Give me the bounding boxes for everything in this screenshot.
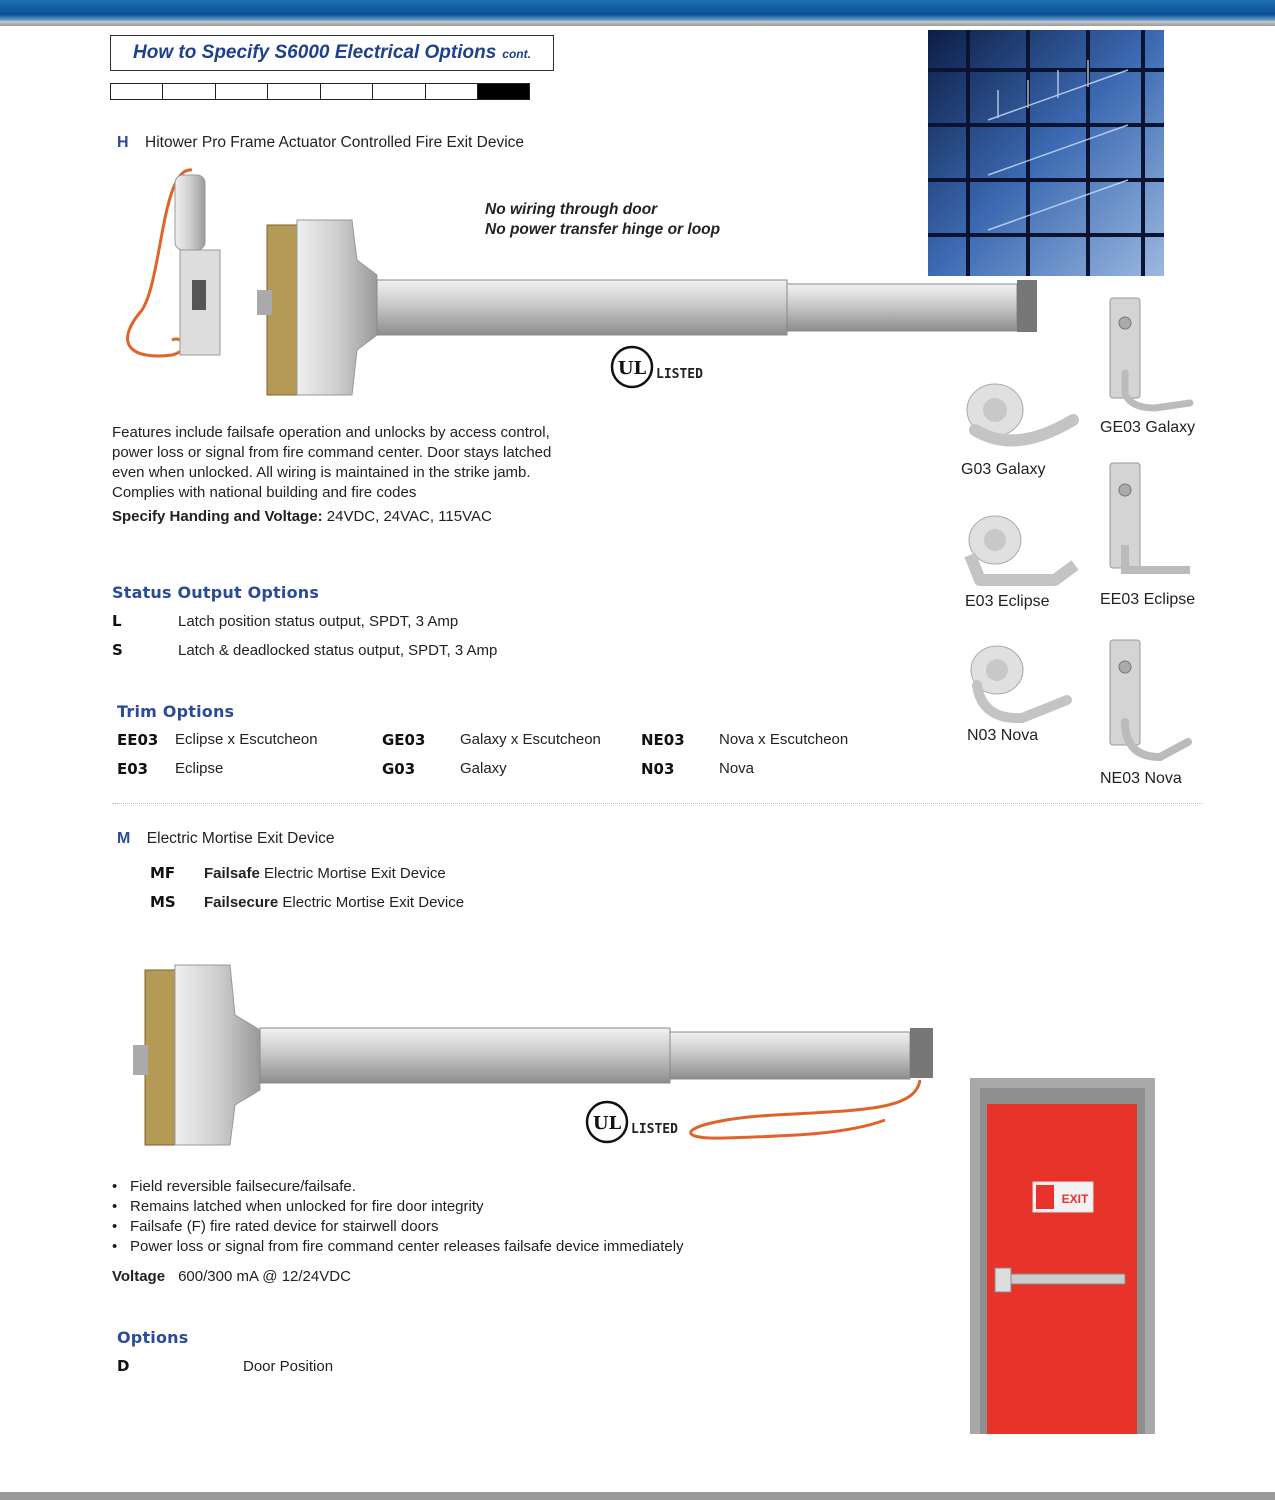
option-desc: Door Position [243,1358,334,1375]
section-tab [215,83,268,100]
trim-options-heading: Trim Options [117,702,235,721]
ee03-eclipse-trim-image [1100,460,1200,585]
voltage-label: Voltage [112,1268,166,1285]
item-code: MS [150,893,176,911]
trim-row [117,760,917,780]
voltage-value: 600/300 mA @ 12/24VDC [178,1268,351,1285]
trim-code: GE03 [382,731,426,749]
exit-sign-text: EXIT [1061,1192,1089,1206]
n03-nova-trim-image [962,640,1082,730]
status-output-heading: Status Output Options [112,583,320,602]
page-title [110,35,554,71]
status-option-row [112,612,458,630]
trim-code: N03 [641,760,675,778]
section-tab [320,83,373,100]
status-option-row [112,641,497,659]
bottom-banner [0,1492,1275,1500]
section-tab [267,83,321,100]
ul-mark-text: UL [617,358,647,379]
bullet-text: Field reversible failsecure/failsafe. [130,1178,356,1195]
red-exit-door-photo [965,1076,1160,1436]
section-tab [110,83,163,100]
features-line: even when unlocked. All wiring is maintained in the strike jamb. [112,464,531,481]
voltage-line [112,1268,351,1285]
option-code: D [117,1357,130,1375]
trim-desc: Eclipse x Escutcheon [175,731,318,748]
section-h-heading [117,134,524,152]
ul-listed-logo [585,1100,678,1144]
features-paragraph [112,423,632,503]
section-h-title: Hitower Pro Frame Actuator Controlled Fire Exit Device [145,134,525,151]
bullet-item: • Failsafe (F) fire rated device for stairwell doors [112,1218,439,1235]
ge03-caption: GE03 Galaxy [1100,419,1196,436]
exit-device-m-illustration [125,960,940,1150]
item-desc: Electric Mortise Exit Device [259,865,446,882]
e03-caption: E03 Eclipse [965,593,1050,610]
section-h-code: H [117,134,129,151]
title-text: How to Specify S6000 Electrical Options [133,42,497,63]
section-tab [162,83,216,100]
section-tab-active [477,83,530,100]
option-code: L [112,612,122,630]
section-m-item [150,864,446,882]
bullet-item: • Remains latched when unlocked for fire door integrity [112,1198,484,1215]
top-banner [0,0,1275,26]
trim-desc: Galaxy x Escutcheon [460,731,601,748]
features-line: Complies with national building and fire codes [112,484,417,501]
features-line: Features include failsafe operation and unlocks by access control, [112,424,550,441]
trim-desc: Nova [719,760,755,777]
ul-listed-logo [610,345,703,389]
item-bold: Failsecure [204,894,279,911]
trim-row [117,731,917,751]
ul-listed-text: LISTED [656,366,703,382]
option-row [117,1357,333,1375]
trim-desc: Eclipse [175,760,224,777]
e03-eclipse-trim-image [960,510,1080,590]
title-suffix: cont. [502,47,531,61]
feature-bullets [112,1177,872,1257]
options-heading: Options [117,1328,189,1347]
ge03-galaxy-trim-image [1100,293,1195,413]
section-m-heading [117,830,335,848]
ul-listed-text: LISTED [631,1121,678,1137]
features-line: power loss or signal from fire command center. Door stays latched [112,444,552,461]
bullet-text: Failsafe (F) fire rated device for stairwell doors [130,1218,439,1235]
trim-code: E03 [117,760,149,778]
wiring-note-line2: No power transfer hinge or loop [485,221,721,238]
ne03-nova-trim-image [1100,637,1200,767]
section-tab [372,83,426,100]
bullet-text: Remains latched when unlocked for fire door integrity [130,1198,484,1215]
item-bold: Failsafe [204,865,260,882]
option-desc: Latch position status output, SPDT, 3 Amp [178,613,459,630]
item-desc: Electric Mortise Exit Device [278,894,465,911]
g03-caption: G03 Galaxy [961,461,1046,478]
ee03-caption: EE03 Eclipse [1100,591,1196,608]
exit-device-h-illustration [112,160,1042,400]
section-m-title: Electric Mortise Exit Device [146,830,335,847]
wiring-note [485,200,720,240]
section-m-item [150,893,464,911]
g03-galaxy-trim-image [955,380,1080,455]
trim-code: G03 [382,760,416,778]
section-divider [112,803,1202,804]
trim-desc: Galaxy [460,760,507,777]
n03-caption: N03 Nova [967,727,1039,744]
ul-mark-text: UL [592,1113,622,1134]
specify-label: Specify Handing and Voltage: [112,508,323,525]
item-code: MF [150,864,176,882]
bullet-item: • Field reversible failsecure/failsafe. [112,1178,356,1195]
wiring-note-line1: No wiring through door [485,201,658,218]
specify-line [112,508,492,525]
section-tab [425,83,478,100]
ne03-caption: NE03 Nova [1100,770,1182,787]
section-m-code: M [117,830,131,847]
bullet-text: Power loss or signal from fire command center releases failsafe device immediately [130,1238,684,1255]
trim-desc: Nova x Escutcheon [719,731,849,748]
ul-mark-icon [585,1100,629,1144]
trim-code: NE03 [641,731,685,749]
option-desc: Latch & deadlocked status output, SPDT, 3 Amp [178,642,498,659]
option-code: S [112,641,123,659]
specify-value: 24VDC, 24VAC, 115VAC [322,508,492,525]
ul-mark-icon [610,345,654,389]
bullet-item: • Power loss or signal from fire command center releases failsafe device immediately [112,1238,684,1255]
trim-code: EE03 [117,731,159,749]
